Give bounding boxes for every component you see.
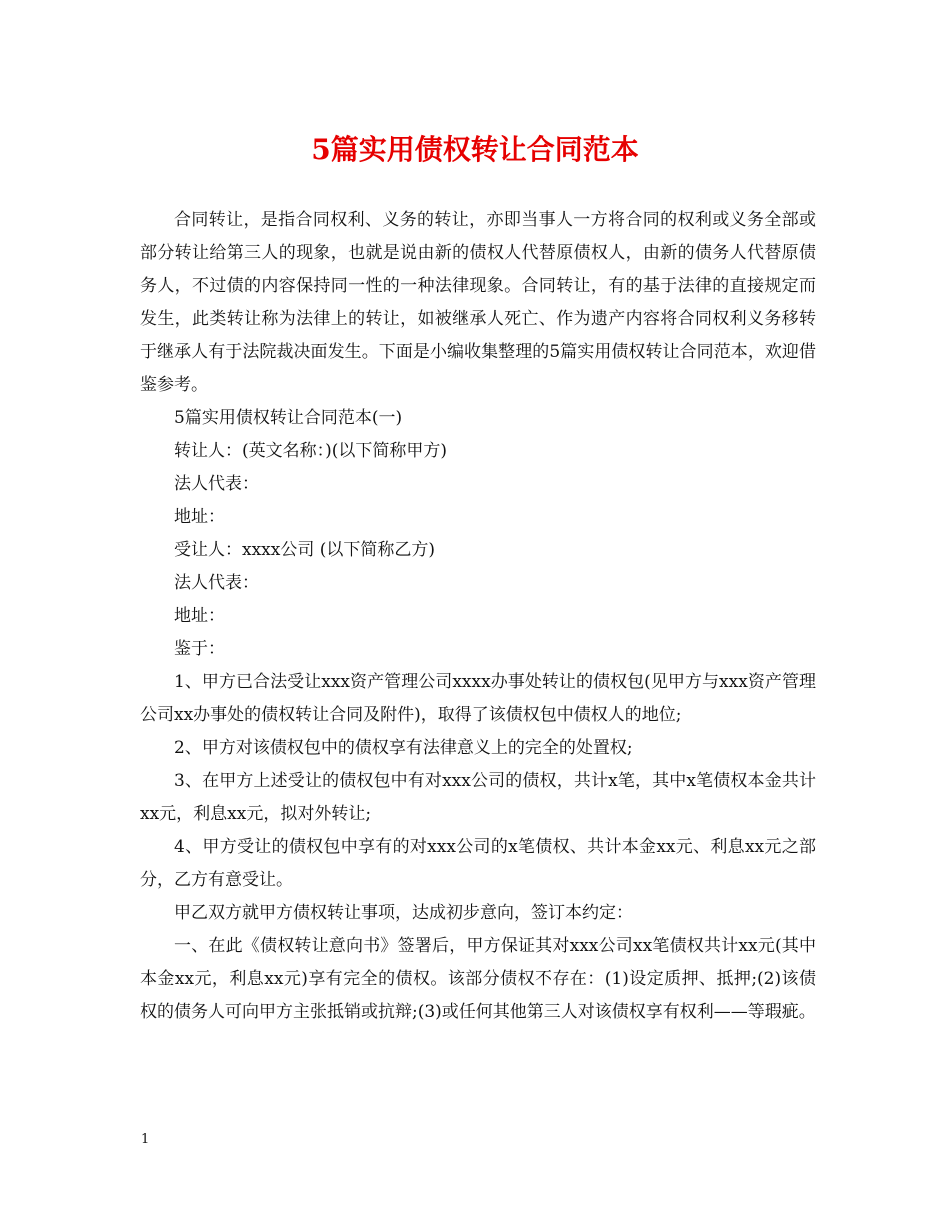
agreement-intro-paragraph: 甲乙双方就甲方债权转让事项，达成初步意向，签订本约定： <box>174 903 633 923</box>
document-title: 5篇实用债权转让合同范本 <box>311 133 639 166</box>
transferor-line: 转让人：(英文名称：)(以下简称甲方) <box>174 441 448 461</box>
page-number: 1 <box>141 1132 150 1147</box>
transferor-address-line: 地址： <box>174 507 225 527</box>
document-body <box>140 204 816 1029</box>
whereas-line: 鉴于： <box>174 639 225 659</box>
contract-heading: 5篇实用债权转让合同范本(一) <box>174 408 403 428</box>
intro-paragraph: 合同转让，是指合同权利、义务的转让，亦即当事人一方将合同的权利或义务全部或部分转让给第三人的现象，也就是说由新的债权人代替原债权人，由新的债务人代替原债务人，不过债的内容保持同一性的一种法律现象。合同转让，有的基于法律的直接规定而发生，此类转让称为法律上的转让，如被继承人死亡、作为遗产内容将合同权利义务移转于继承人有于法院裁决面发生。下面是小编收集整理的5篇实用债权转让合同范本，欢迎借鉴参考。 <box>140 210 816 395</box>
transferee-line: 受让人：xxxx公司 (以下简称乙方) <box>174 540 436 560</box>
clause-paragraph: 2、甲方对该债权包中的债权享有法律意义上的完全的处置权; <box>174 738 633 758</box>
transferor-legal-rep-line: 法人代表： <box>174 474 259 494</box>
clause-paragraph: 1、甲方已合法受让xxx资产管理公司xxxx办事处转让的债权包(见甲方与xxx资产管理公司xx办事处的债权转让合同及附件)，取得了该债权包中债权人的地位; <box>140 672 816 725</box>
transferee-legal-rep-line: 法人代表： <box>174 573 259 593</box>
clause-paragraph: 4、甲方受让的债权包中享有的对xxx公司的x笔债权、共计本金xx元、利息xx元之部分，乙方有意受让。 <box>140 837 816 890</box>
article-one-paragraph: 一、在此《债权转让意向书》签署后，甲方保证其对xxx公司xx笔债权共计xx元(其中本金xx元，利息xx元)享有完全的债权。该部分债权不存在：(1)设定质押、抵押;(2)该债权的债务人可向甲方主张抵销或抗辩;(3)或任何其他第三人对该债权享有权利——等瑕疵。 <box>140 936 816 1022</box>
clause-paragraph: 3、在甲方上述受让的债权包中有对xxx公司的债权，共计x笔，其中x笔债权本金共计xx元，利息xx元，拟对外转让; <box>140 771 816 824</box>
transferee-address-line: 地址： <box>174 606 225 626</box>
